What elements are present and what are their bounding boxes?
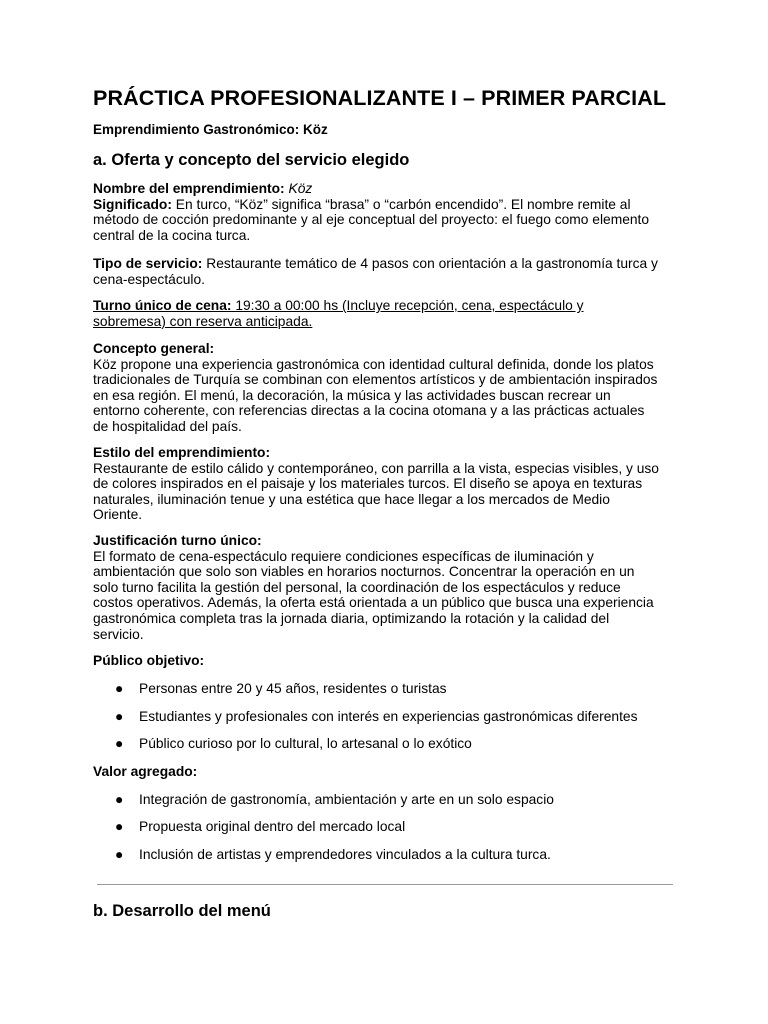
estilo-line: Restaurante de estilo cálido y contemporáneo, con parrilla a la vista, especias visibles, y uso	[93, 460, 659, 476]
justificacion-line: El formato de cena-espectáculo requiere condiciones específicas de iluminación y	[93, 548, 594, 564]
turno-label: Turno único de cena:	[93, 298, 232, 313]
justificacion-line: ambientación que solo son viables en horarios nocturnos. Concentrar la operación en un	[93, 564, 635, 580]
nombre-label: Nombre del emprendimiento:	[93, 181, 285, 196]
justificacion-line: solo turno facilita la gestión del personal, la coordinación de los espectáculos y reduce	[93, 579, 621, 595]
significado-text-1: En turco, “Köz” significa “brasa” o “carbón encendido”. El nombre remite al	[171, 196, 631, 212]
nombre-value: Köz	[288, 181, 313, 196]
publico-item	[115, 736, 472, 752]
concepto-line: entorno coherente, con referencias directas a la cocina otomana y a las prácticas actuales	[93, 403, 645, 419]
nombre-significado-block	[93, 181, 683, 243]
concepto-line: tradicionales de Turquía se combinan con elementos artísticos y de ambientación inspirados	[93, 372, 658, 388]
justificacion-label: Justificación turno único:	[93, 533, 262, 548]
publico-label: Público objetivo:	[93, 653, 205, 668]
bullet-icon: ●	[115, 847, 124, 862]
concepto-line: Köz propone una experiencia gastronómica con identidad cultural definida, donde los platos	[93, 356, 654, 372]
estilo-line: de colores inspirados en el paisaje y los materiales turcos. El diseño se apoya en texturas	[93, 476, 643, 492]
estilo-line: Oriente.	[93, 507, 143, 523]
bullet-icon: ●	[115, 709, 124, 724]
valor-item	[115, 819, 405, 835]
turno-line-1	[93, 298, 683, 314]
valor-item-text: Inclusión de artistas y emprendedores vinculados a la cultura turca.	[139, 847, 551, 862]
valor-item	[115, 847, 551, 863]
publico-item-text: Personas entre 20 y 45 años, residentes o turistas	[139, 681, 447, 696]
tipo-label: Tipo de servicio:	[93, 256, 203, 271]
significado-line-1	[93, 197, 683, 213]
concepto-label: Concepto general:	[93, 341, 215, 356]
bullet-icon: ●	[115, 681, 124, 696]
document-title: PRÁCTICA PROFESIONALIZANTE I – PRIMER PARCIAL	[93, 86, 667, 110]
justificacion-line: costos operativos. Además, la oferta está orientada a un público que busca una experiencia	[93, 595, 654, 611]
publico-item	[115, 709, 638, 725]
section-a-heading: a. Oferta y concepto del servicio elegido	[93, 151, 410, 169]
valor-item	[115, 792, 554, 808]
valor-label: Valor agregado:	[93, 764, 198, 779]
turno-text-1: 19:30 a 00:00 hs (Incluye recepción, cena, espectáculo y	[231, 298, 584, 313]
concepto-block	[93, 341, 683, 435]
estilo-block	[93, 445, 683, 523]
valor-item-text: Propuesta original dentro del mercado local	[139, 819, 406, 834]
estilo-label: Estilo del emprendimiento:	[93, 445, 271, 460]
significado-line-2: método de cocción predominante y al eje conceptual del proyecto: el fuego como elemento	[93, 212, 650, 228]
justificacion-line: servicio.	[93, 626, 144, 642]
publico-item-text: Estudiantes y profesionales con interés en experiencias gastronómicas diferentes	[139, 709, 638, 724]
document-subtitle: Emprendimiento Gastronómico: Köz	[93, 122, 328, 137]
estilo-line: naturales, iluminación tenue y una estética que hace llegar a los mercados de Medio	[93, 491, 610, 507]
publico-item-text: Público curioso por lo cultural, lo artesanal o lo exótico	[139, 736, 472, 751]
tipo-block	[93, 256, 683, 287]
concepto-line: de hospitalidad del país.	[93, 418, 242, 434]
bullet-icon: ●	[115, 819, 124, 834]
nombre-line	[93, 181, 683, 197]
turno-block	[93, 298, 683, 329]
valor-item-text: Integración de gastronomía, ambientación y arte en un solo espacio	[139, 792, 554, 807]
section-b-heading: b. Desarrollo del menú	[93, 902, 271, 920]
tipo-line-2: cena-espectáculo.	[93, 271, 205, 287]
bullet-icon: ●	[115, 792, 124, 807]
bullet-icon: ●	[115, 736, 124, 751]
horizontal-divider	[97, 884, 673, 885]
publico-item	[115, 681, 447, 697]
tipo-text-1: Restaurante temático de 4 pasos con orientación a la gastronomía turca y	[202, 256, 658, 271]
tipo-line-1	[93, 256, 683, 272]
significado-label: Significado:	[93, 196, 172, 212]
concepto-line: en esa región. El menú, la decoración, la música y las actividades buscan recrear un	[93, 387, 611, 403]
justificacion-block	[93, 533, 683, 642]
significado-line-3: central de la cocina turca.	[93, 227, 251, 243]
justificacion-line: gastronómica completa tras la jornada diaria, optimizando la rotación y la calidad del	[93, 610, 610, 626]
turno-line-2: sobremesa) con reserva anticipada.	[93, 313, 313, 329]
